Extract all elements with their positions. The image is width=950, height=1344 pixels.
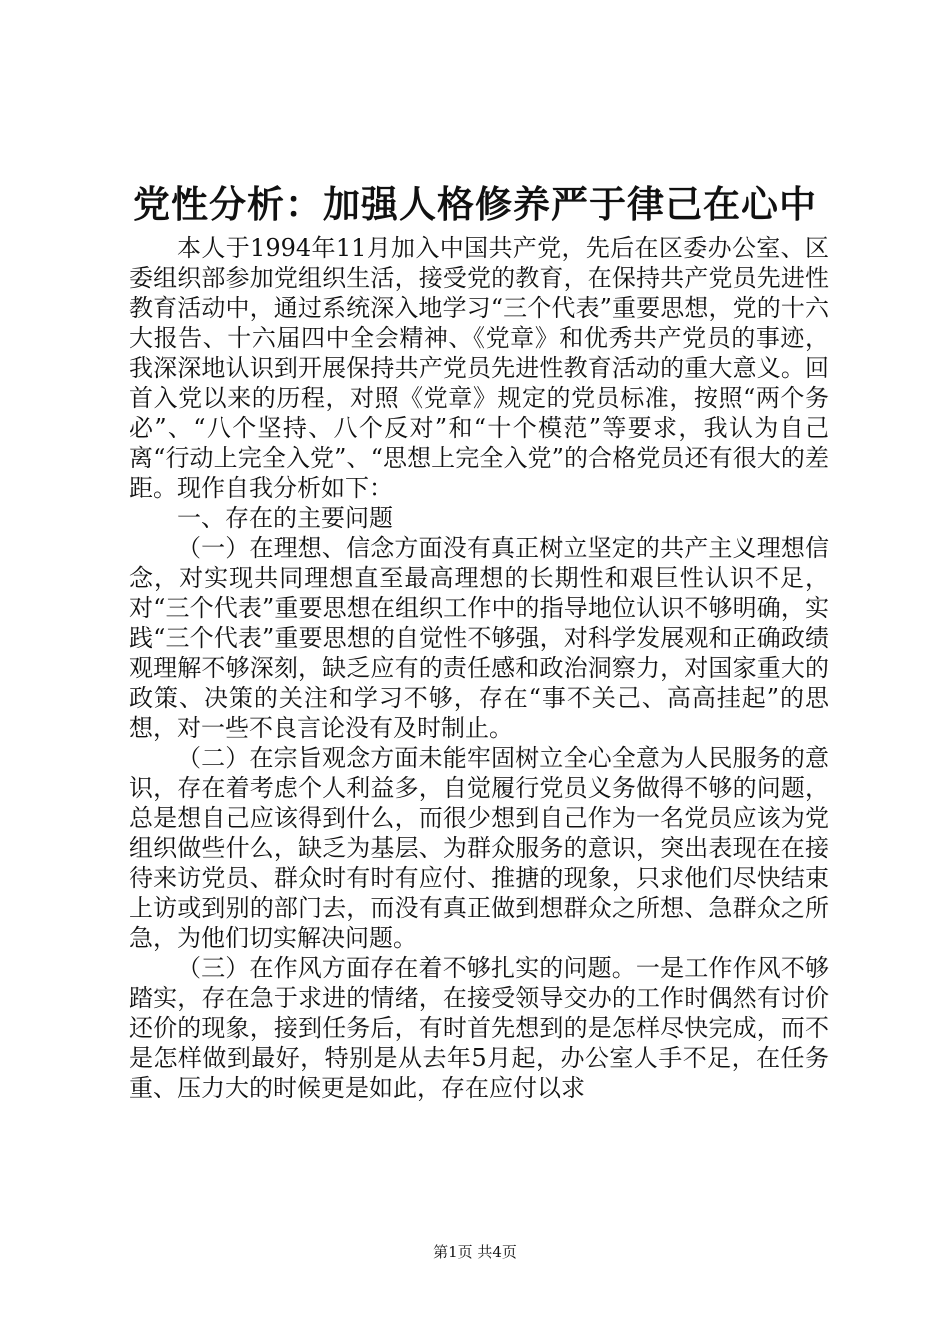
document-title: 党性分析：加强人格修养严于律己在心中 (133, 183, 817, 226)
paragraph-purpose: （二）在宗旨观念方面未能牢固树立全心全意为人民服务的意识，存在着考虑个人利益多，自觉履行党员义务做得不够的问题，总是想自己应该得到什么，而很少想到自己作为一名党员应该为党组织做些什么，缺乏为基层、为群众服务的意识，突出表现在在接待来访党员、群众时有时有应付、推搪的现象，只求他们尽快结束上访或到别的部门去，而没有真正做到想群众之所想、急群众之所急，为他们切实解决问题。 (129, 744, 829, 952)
paragraph-ideals: （一）在理想、信念方面没有真正树立坚定的共产主义理想信念，对实现共同理想直至最高理想的长期性和艰巨性认识不足，对“三个代表”重要思想在组织工作中的指导地位认识不够明确，实践“三个代表”重要思想的自觉性不够强，对科学发展观和正确政绩观理解不够深刻，缺乏应有的责任感和政治洞察力，对国家重大的政策、决策的关注和学习不够，存在“事不关己、高高挂起”的思想，对一些不良言论没有及时制止。 (129, 534, 829, 742)
page-number-footer: 第1页 共4页 (433, 1243, 517, 1261)
paragraph-style: （三）在作风方面存在着不够扎实的问题。一是工作作风不够踏实，存在急于求进的情绪，在接受领导交办的工作时偶然有讨价还价的现象，接到任务后，有时首先想到的是怎样尽快完成，而不是怎样做到最好，特别是从去年5月起，办公室人手不足，在任务重、压力大的时候更是如此，存在应付以求 (129, 954, 829, 1102)
section-heading-problems: 一、存在的主要问题 (177, 504, 393, 532)
document-body (129, 233, 829, 1103)
paragraph-intro: 本人于1994年11月加入中国共产党，先后在区委办公室、区委组织部参加党组织生活，接受党的教育，在保持共产党员先进性教育活动中，通过系统深入地学习“三个代表”重要思想，党的十六大报告、十六届四中全会精神、《党章》和优秀共产党员的事迹，我深深地认识到开展保持共产党员先进性教育活动的重大意义。回首入党以来的历程，对照《党章》规定的党员标准，按照“两个务必”、“八个坚持、八个反对”和“十个模范”等要求，我认为自己离“行动上完全入党”、“思想上完全入党”的合格党员还有很大的差距。现作自我分析如下： (129, 234, 829, 502)
